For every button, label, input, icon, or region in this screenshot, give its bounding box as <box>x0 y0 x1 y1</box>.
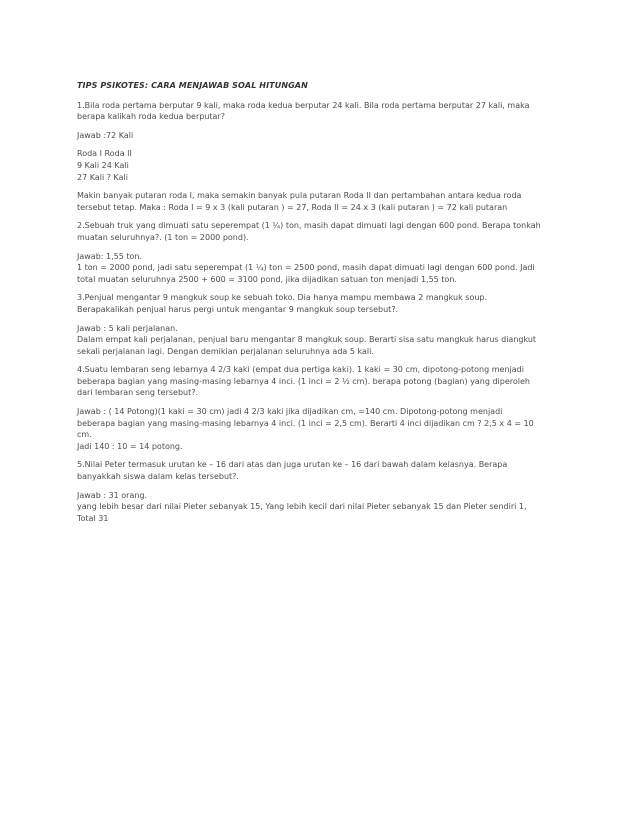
text-line: Jadi 140 : 10 = 14 potong. <box>77 441 183 451</box>
question-2 <box>77 220 567 243</box>
text-line: cm. <box>77 430 92 440</box>
document-body <box>77 80 567 531</box>
text-line: 2.Sebuah truk yang dimuati satu seperempat (1 ¼) ton, masih dapat dimuati lagi dengan 600 pond. Berapa tonkah <box>77 221 541 231</box>
text-line: total muatan seluruhnya 2500 + 600 = 3100 pond, jika dijadikan satuan ton menjadi 1,55 ton. <box>77 274 457 284</box>
text-line: berapa kalikah roda kedua berputar? <box>77 112 225 122</box>
text-line: 1 ton = 2000 pond, jadi satu seperempat (1 ¼) ton = 2500 pond, masih dapat dimuati lagi dengan 600 pond. Jadi <box>77 263 535 273</box>
question-3 <box>77 292 567 315</box>
text-line: Dalam empat kali perjalanan, penjual baru mengantar 8 mangkuk soup. Berarti sisa satu mangkuk harus diangkut <box>77 335 537 345</box>
text-line: 9 Kali 24 Kali <box>77 160 129 170</box>
text-line: banyakkah siswa dalam kelas tersebut?. <box>77 472 239 482</box>
answer-1-table <box>77 148 567 183</box>
text-line: Jawab: 1,55 ton. <box>77 251 143 261</box>
question-4 <box>77 364 567 399</box>
text-line: beberapa bagian yang masing-masing lebarnya 4 inci. (1 inci = 2 ½ cm). berapa potong (bagian) yang diperoleh <box>77 376 530 386</box>
text-line: Total 31 <box>77 513 109 523</box>
text-line: beberapa bagian yang masing-masing lebarnya 4 inci. (1 inci = 2,5 cm). Berarti 4 inci dijadikan cm ? 2,5 x 4 = 10 <box>77 418 534 428</box>
text-line: muatan seluruhnya?. (1 ton = 2000 pond). <box>77 232 249 242</box>
text-line: Jawab : 5 kali perjalanan. <box>77 323 178 333</box>
text-line: dari lembaran seng tersebut?. <box>77 388 199 398</box>
text-line: Jawab :72 Kali <box>77 130 134 140</box>
answer-5 <box>77 490 567 525</box>
answer-4 <box>77 406 567 452</box>
answer-3 <box>77 323 567 358</box>
text-line: Makin banyak putaran roda I, maka semakin banyak pula putaran Roda II dan pertambahan antara kedua roda <box>77 191 522 201</box>
question-1 <box>77 100 567 123</box>
text-line: 27 Kali ? Kali <box>77 172 128 182</box>
text-line: 5.Nilai Peter termasuk urutan ke – 16 dari atas dan juga urutan ke – 16 dari bawah dalam kelasnya. Berapa <box>77 460 508 470</box>
page-title: TIPS PSIKOTES: CARA MENJAWAB SOAL HITUNGAN <box>77 81 308 90</box>
text-line: 4.Suatu lembaran seng lebarnya 4 2/3 kaki (empat dua pertiga kaki). 1 kaki = 30 cm, dipotong-potong menjadi <box>77 365 524 375</box>
text-line: 3.Penjual mengantar 9 mangkuk soup ke sebuah toko. Dia hanya mampu membawa 2 mangkuk soup. <box>77 293 488 303</box>
text-line: sekali perjalanan lagi. Dengan demikian perjalanan seluruhnya ada 5 kali. <box>77 346 374 356</box>
text-line: Roda I Roda II <box>77 149 132 159</box>
answer-2 <box>77 251 567 286</box>
answer-1-explanation <box>77 190 567 213</box>
text-line: Jawab : ( 14 Potong)(1 kaki = 30 cm) jadi 4 2/3 kaki jika dijadikan cm, =140 cm. Dipotong-potong menjadi <box>77 407 503 417</box>
text-line: 1.Bila roda pertama berputar 9 kali, maka roda kedua berputar 24 kali. Bila roda pertama berputar 27 kali, maka <box>77 100 530 110</box>
text-line: Jawab : 31 orang. <box>77 490 148 500</box>
text-line: tersebut tetap. Maka : Roda I = 9 x 3 (kali putaran ) = 27, Roda II = 24 x 3 (kali putaran ) = 72 kali putaran <box>77 202 508 212</box>
text-line: Berapakalikah penjual harus pergi untuk mengantar 9 mangkuk soup tersebut?. <box>77 304 399 314</box>
question-5 <box>77 459 567 482</box>
answer-1 <box>77 130 567 142</box>
text-line: yang lebih besar dari nilai Pieter sebanyak 15, Yang lebih kecil dari nilai Pieter sebanyak 15 dan Pieter sendiri 1, <box>77 502 527 512</box>
